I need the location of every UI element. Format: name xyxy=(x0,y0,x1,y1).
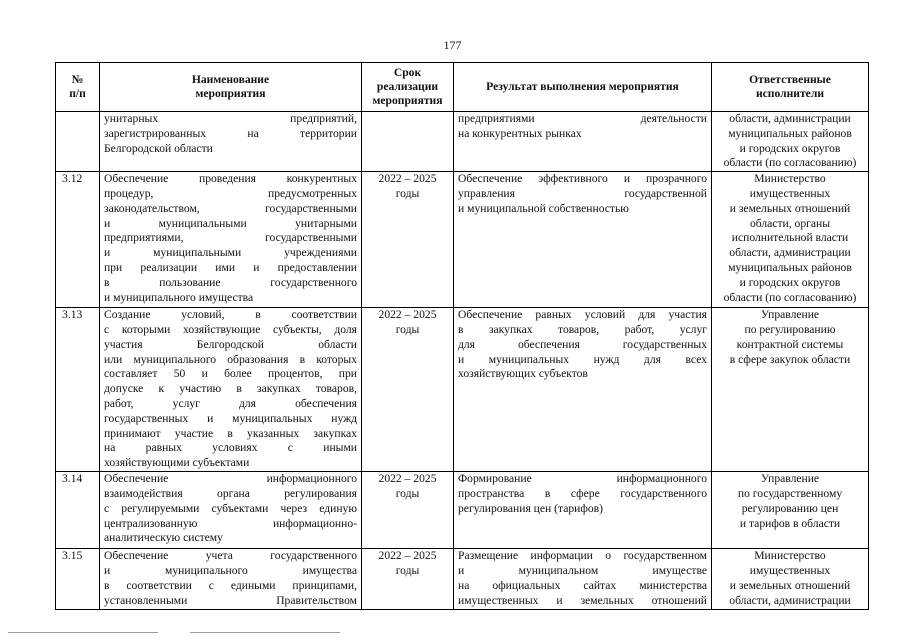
text-line: работ, услуг для обеспечения xyxy=(104,396,357,410)
header-name-line: Наименование xyxy=(191,73,270,86)
row-measure-name xyxy=(100,308,362,472)
text-line: и муниципального имущества xyxy=(104,563,357,577)
text-line: в закупках товаров, работ, услуг xyxy=(458,322,707,336)
text-line: или муниципального образования в которых xyxy=(104,352,357,366)
table-row xyxy=(56,549,869,610)
text-line: Министерство xyxy=(754,172,826,186)
header-name-line: мероприятия xyxy=(195,87,266,100)
text-line: Обеспечение равных условий для участия xyxy=(458,308,707,322)
text-line: имущественных и земельных отношений xyxy=(458,593,707,607)
header-number-line: п/п xyxy=(69,87,86,100)
text-line: унитарных предприятий, xyxy=(104,112,357,125)
text-line: Формирование информационного xyxy=(458,472,707,486)
text-line: взаимодействия органа регулирования xyxy=(104,486,357,500)
text-line: при реализации ими и предоставлении xyxy=(104,260,357,274)
row-responsible xyxy=(712,472,869,549)
text-line: 2022 – 2025 xyxy=(378,172,437,186)
text-line: процедур, предусмотренных xyxy=(104,186,357,200)
text-line: зарегистрированных на территории xyxy=(104,126,357,140)
text-line: регулирования цен (тарифов) xyxy=(458,501,603,515)
row-term xyxy=(362,549,454,610)
row-responsible xyxy=(712,112,869,172)
row-responsible xyxy=(712,549,869,610)
text-line: области, администрации xyxy=(729,593,851,607)
text-line: годы xyxy=(395,186,420,200)
row-number: 3.15 xyxy=(56,549,100,610)
row-responsible xyxy=(712,172,869,308)
text-line: по регулированию xyxy=(744,322,836,336)
text-line: регулированию цен xyxy=(741,501,839,515)
text-line: и городских округов xyxy=(739,141,841,155)
text-line: Размещение информации о государственном xyxy=(458,549,707,563)
row-measure-name xyxy=(100,112,362,172)
text-line: государственных и муниципальных нужд xyxy=(104,411,357,425)
footer-rule-left xyxy=(8,632,158,633)
row-responsible xyxy=(712,308,869,472)
text-line: с регулируемыми субъектами через единую xyxy=(104,501,357,515)
text-line: муниципальных районов xyxy=(728,260,852,274)
text-line: и муниципальных нужд для всех xyxy=(458,352,707,366)
header-resp-line: Ответственные xyxy=(749,73,831,86)
table-row xyxy=(56,172,869,308)
text-line: области, администрации xyxy=(729,112,851,125)
text-line: составляет 50 и более процентов, при xyxy=(104,367,357,381)
text-line: годы xyxy=(395,322,420,336)
text-line: предприятиями, государственными xyxy=(104,231,357,245)
header-number xyxy=(56,63,100,112)
text-line: Обеспечение эффективного и прозрачного xyxy=(458,172,707,186)
text-line: области, органы xyxy=(749,216,831,230)
text-line: Управление xyxy=(760,472,820,486)
table-row xyxy=(56,308,869,472)
text-line: законодательством, государственными xyxy=(104,201,357,215)
row-term xyxy=(362,172,454,308)
text-line: области (по согласованию) xyxy=(723,156,857,170)
header-measure-name xyxy=(100,63,362,112)
text-line: для обеспечения государственных xyxy=(458,337,707,351)
text-line: допуске к участию в закупках товаров, xyxy=(104,382,357,396)
text-line: муниципальных районов xyxy=(728,126,852,140)
text-line: в пользование государственного xyxy=(104,275,357,289)
row-term xyxy=(362,472,454,549)
text-line: пространства в сфере государственного xyxy=(458,486,707,500)
text-line: установленными Правительством xyxy=(104,593,357,607)
table-row xyxy=(56,112,869,172)
page-number: 177 xyxy=(443,38,462,52)
header-number-line: № xyxy=(71,73,84,86)
text-line: и городских округов xyxy=(739,275,841,289)
header-resp-line: исполнители xyxy=(755,87,825,100)
header-responsible xyxy=(712,63,869,112)
text-line: хозяйствующих субъектов xyxy=(458,367,588,381)
text-line: предприятиями деятельности xyxy=(458,112,707,125)
text-line: Создание условий, в соответствии xyxy=(104,308,357,322)
text-line: и тарифов в области xyxy=(739,516,841,530)
text-line: на официальных сайтах министерства xyxy=(458,578,707,592)
text-line: в соответствии с едиными принципами, xyxy=(104,578,357,592)
row-term xyxy=(362,308,454,472)
text-line: на равных условиях с иными xyxy=(104,441,357,455)
text-line: 2022 – 2025 xyxy=(378,308,437,322)
row-result xyxy=(454,172,712,308)
text-line: и земельных отношений xyxy=(729,578,851,592)
text-line: и земельных отношений xyxy=(729,201,851,215)
text-line: контрактной системы xyxy=(736,337,844,351)
text-line: имущественных xyxy=(749,563,831,577)
row-result xyxy=(454,308,712,472)
table-row xyxy=(56,472,869,549)
footer-rule-right xyxy=(190,632,340,633)
header-term-line: Срок xyxy=(393,66,422,79)
row-number: 3.12 xyxy=(56,172,100,308)
table-header-row xyxy=(56,63,869,112)
header-term-line: мероприятия xyxy=(372,94,443,107)
header-term xyxy=(362,63,454,112)
text-line: в сфере закупок области xyxy=(729,352,851,366)
text-line: и муниципальными унитарными xyxy=(104,216,357,230)
text-line: Белгородской области xyxy=(104,141,213,155)
header-result xyxy=(454,63,712,112)
row-result xyxy=(454,549,712,610)
row-measure-name xyxy=(100,472,362,549)
header-term-line: реализации xyxy=(376,80,439,93)
text-line: по государственному xyxy=(737,486,843,500)
text-line: годы xyxy=(395,486,420,500)
text-line: участия Белгородской области xyxy=(104,337,357,351)
text-line: управления государственной xyxy=(458,186,707,200)
text-line: на конкурентных рынках xyxy=(458,126,582,140)
text-line: Министерство xyxy=(754,549,826,563)
text-line: принимают участие в указанных закупках xyxy=(104,426,357,440)
row-number xyxy=(56,112,100,172)
text-line: области (по согласованию) xyxy=(723,290,857,304)
text-line: 2022 – 2025 xyxy=(378,549,437,563)
text-line: и муниципального имущества xyxy=(104,290,254,304)
text-line: с которыми хозяйствующие субъекты, доля xyxy=(104,322,357,336)
header-result-line: Результат выполнения мероприятия xyxy=(486,80,679,93)
text-line: хозяйствующими субъектами xyxy=(104,456,250,470)
text-line: области, администрации xyxy=(729,246,851,260)
text-line: и муниципальными учреждениями xyxy=(104,246,357,260)
text-line: и муниципальном имуществе xyxy=(458,563,707,577)
text-line: имущественных xyxy=(749,186,831,200)
row-measure-name xyxy=(100,172,362,308)
text-line: и муниципальной собственностью xyxy=(458,201,629,215)
text-line: исполнительной власти xyxy=(731,231,849,245)
row-measure-name xyxy=(100,549,362,610)
text-line: Управление xyxy=(760,308,820,322)
text-line: Обеспечение информационного xyxy=(104,472,357,486)
row-number: 3.14 xyxy=(56,472,100,549)
text-line: Обеспечение проведения конкурентных xyxy=(104,172,357,186)
measures-table xyxy=(55,62,869,610)
row-number: 3.13 xyxy=(56,308,100,472)
text-line: аналитическую систему xyxy=(104,531,223,545)
row-term xyxy=(362,112,454,172)
row-result xyxy=(454,112,712,172)
text-line: Обеспечение учета государственного xyxy=(104,549,357,563)
text-line: централизованную информационно- xyxy=(104,516,357,530)
row-result xyxy=(454,472,712,549)
text-line: годы xyxy=(395,563,420,577)
text-line: 2022 – 2025 xyxy=(378,472,437,486)
